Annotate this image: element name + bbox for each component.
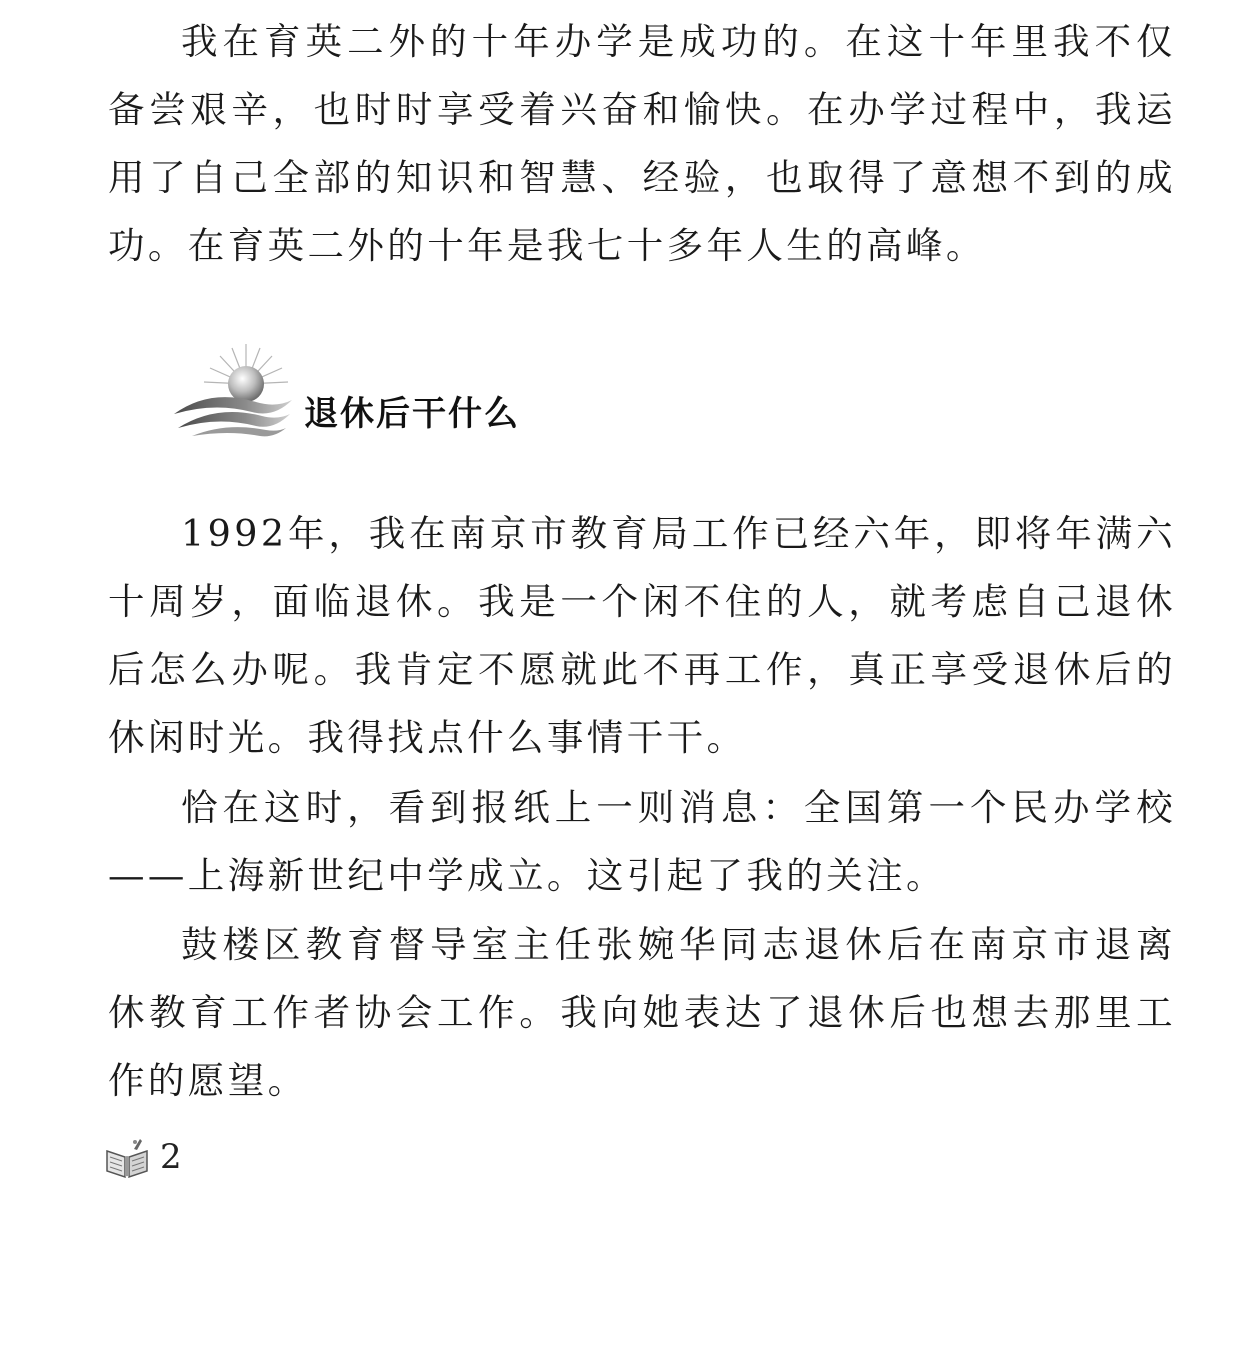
page-number: 2 bbox=[160, 1137, 182, 1177]
paragraph-association: 鼓楼区教育督导室主任张婉华同志退休后在南京市退离休教育工作者协会工作。我向她表达了退休后也想去那里工作的愿望。 bbox=[108, 923, 1176, 1102]
paragraph-intro: 我在育英二外的十年办学是成功的。在这十年里我不仅备尝艰辛，也时时享受着兴奋和愉快。在办学过程中，我运用了自己全部的知识和智慧、经验，也取得了意想不到的成功。在育英二外的十年是我七十多年人生的高峰。 bbox=[108, 20, 1176, 267]
section-title: 退休后干什么 bbox=[304, 394, 520, 434]
paragraph-retirement: 1992年，我在南京市教育局工作已经六年，即将年满六十周岁，面临退休。我是一个闲不住的人，就考虑自己退休后怎么办呢。我肯定不愿就此不再工作，真正享受退休后的休闲时光。我得找点什么事情干干。 bbox=[108, 512, 1176, 759]
page-footer bbox=[104, 1135, 304, 1185]
paragraph-news: 恰在这时，看到报纸上一则消息：全国第一个民办学校——上海新世纪中学成立。这引起了我的关注。 bbox=[108, 786, 1176, 897]
sunrise-waves-icon bbox=[170, 340, 295, 440]
section-heading bbox=[170, 340, 670, 450]
open-book-icon bbox=[104, 1137, 150, 1179]
